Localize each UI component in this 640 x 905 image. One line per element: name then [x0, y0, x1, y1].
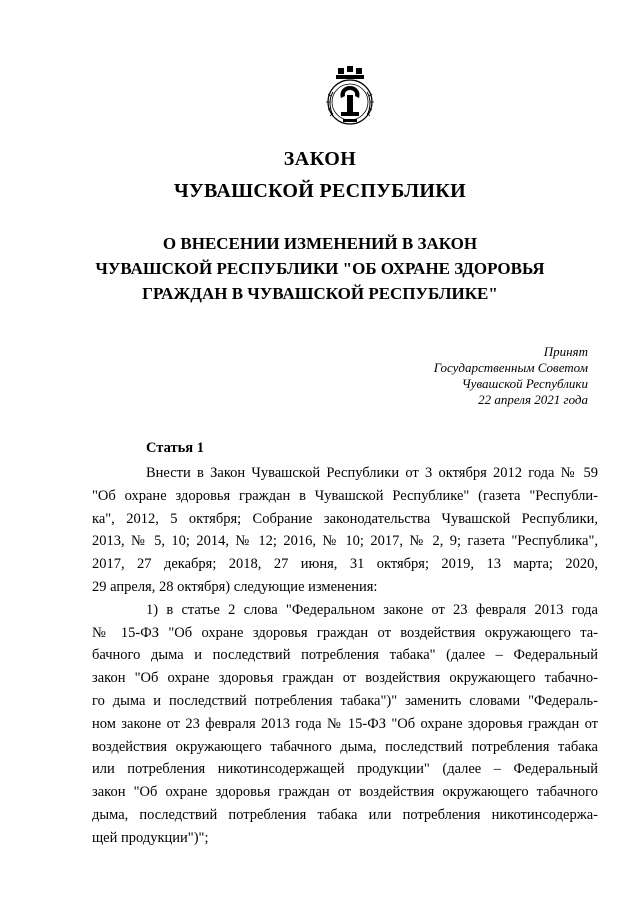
- article-heading: Статья 1: [146, 440, 204, 456]
- body-line: ка", 2012, 5 октября; Собрание законодательства Чувашской Республики,: [92, 510, 598, 527]
- adoption-line: Государственным Советом: [433, 360, 588, 375]
- body-line: бачного дыма и последствий потребления табака" (далее – Федеральный: [92, 647, 598, 664]
- document-title-republic: ЧУВАШСКОЙ РЕСПУБЛИКИ: [174, 180, 466, 202]
- subtitle-line: ЧУВАШСКОЙ РЕСПУБЛИКИ "ОБ ОХРАНЕ ЗДОРОВЬЯ: [95, 259, 545, 278]
- adoption-date: 22 апреля 2021 года: [478, 392, 588, 407]
- coat-of-arms-emblem-icon: [319, 62, 381, 132]
- subtitle-line: О ВНЕСЕНИИ ИЗМЕНЕНИЙ В ЗАКОН: [162, 234, 478, 253]
- body-line: ном законе от 23 февраля 2013 года № 15-ФЗ "Об охране здоровья граждан от: [92, 715, 598, 732]
- body-line: воздействия окружающего табачного дыма, последствий потребления табака: [92, 738, 598, 755]
- adoption-line: Чувашской Республики: [461, 376, 588, 391]
- body-line: щей продукции")";: [92, 829, 209, 846]
- document-title-law: ЗАКОН: [283, 148, 357, 170]
- document-subtitle: [0, 231, 640, 306]
- subtitle-line: ГРАЖДАН В ЧУВАШСКОЙ РЕСПУБЛИКЕ": [142, 284, 498, 303]
- body-line: "Об охране здоровья граждан в Чувашской Республике" (газета "Республи-: [92, 487, 598, 504]
- body-line: 2017, 27 декабря; 2018, 27 июня, 31 октября; 2019, 13 марта; 2020,: [92, 556, 598, 573]
- body-line: закон "Об охране здоровья граждан от воздействия окружающего табачно-: [92, 670, 598, 687]
- body-line: закон "Об охране здоровья граждан от воздействия окружающего табачного: [92, 784, 598, 801]
- body-line: 2013, № 5, 10; 2014, № 12; 2016, № 10; 2017, № 2, 9; газета "Республика",: [92, 533, 598, 550]
- body-line: Внести в Закон Чувашской Республики от 3 октября 2012 года № 59: [146, 465, 598, 481]
- article-body: [92, 462, 598, 850]
- body-line: 1) в статье 2 слова "Федеральном законе от 23 февраля 2013 года: [146, 601, 598, 618]
- body-line: го дыма и последствий потребления табака")" заменить словами "Федераль-: [92, 692, 598, 709]
- body-line: дыма, последствий потребления табака или потребления никотинсодержа-: [92, 806, 598, 823]
- body-line: 29 апреля, 28 октября) следующие изменения:: [92, 578, 378, 595]
- adoption-block: [388, 344, 588, 408]
- body-line: или потребления никотинсодержащей продукции" (далее – Федеральный: [92, 761, 598, 778]
- adoption-line: Принят: [543, 344, 588, 359]
- body-line: № 15-ФЗ "Об охране здоровья граждан от воздействия окружающего та-: [92, 624, 598, 641]
